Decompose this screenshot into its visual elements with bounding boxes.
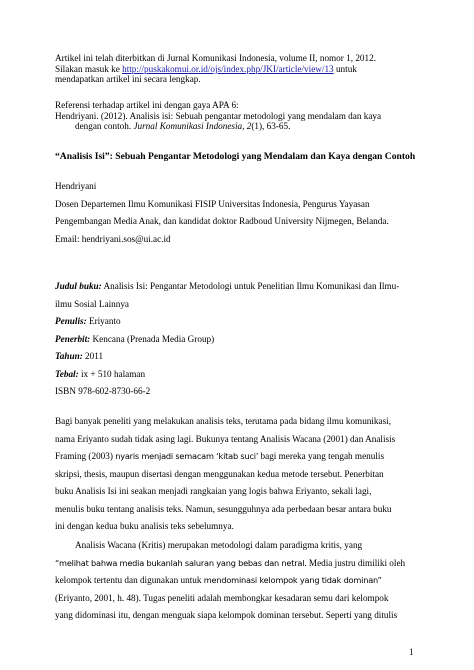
notice-text: untuk: [333, 63, 357, 74]
reference-text: ,: [242, 121, 247, 132]
reference-text: (1), 63-65.: [251, 121, 291, 132]
text-line: Bagi banyak peneliti yang melakukan analisis teks, terutama pada bidang ilmu komunikasi,: [55, 416, 392, 426]
apa-reference: [55, 100, 427, 132]
text-line: menulis buku tentang analisis teks. Namun, sesungguhnya ada perbedaan besar antara buku: [55, 503, 392, 514]
book-author-label: Penulis:: [55, 316, 87, 326]
book-pages-value: ix + 510 halaman: [78, 368, 146, 379]
book-title-label: Judul buku:: [55, 281, 102, 291]
author-name: Hendriyani: [55, 181, 97, 191]
book-title-line: ilmu Sosial Lainnya: [55, 298, 130, 309]
text-line: buku Analisis Isi ini seakan menjadi rangkaian yang logis bahwa Eriyanto, sekali lagi,: [55, 486, 372, 496]
book-year-value: 2011: [82, 351, 104, 361]
book-title-value: Analisis Isi: Pengantar Metodologi untuk Penelitian Ilmu Komunikasi dan Ilmu-: [101, 281, 400, 291]
quoted-text: “melihat bahwa media bukanlah saluran yang bebas dan netral: [55, 557, 305, 568]
text-line: Analisis Wacana (Kritis) merupakan metodologi dalam paradigma kritis, yang: [75, 540, 363, 550]
text-line: (Eriyanto, 2001, h. 48). Tugas peneliti adalah membongkar kesadaran semu dari kelompok: [55, 592, 389, 603]
notice-line: mendapatkan artikel ini secara lengkap.: [55, 74, 201, 85]
paragraph-1: [55, 413, 427, 536]
book-author-line: [55, 313, 427, 331]
text-line: [55, 448, 427, 466]
page-number: 1: [409, 647, 414, 657]
text-line: nama Eriyanto sudah tidak asing lagi. Bukunya tentang Analisis Wacana (2001) dan Analisis: [55, 433, 396, 444]
book-publisher-line: [55, 331, 427, 349]
book-year-label: Tahun:: [55, 351, 83, 361]
article-title: “Analisis Isi”: Sebuah Pengantar Metodologi yang Mendalam dan Kaya dengan Contoh: [55, 151, 416, 162]
text-run: bagi mereka yang tengah menulis: [258, 451, 385, 461]
author-affiliation: Dosen Departemen Ilmu Komunikasi FISIP Universitas Indonesia, Pengurus Yayasan: [55, 198, 370, 209]
paragraph-2: [55, 537, 427, 625]
text-line: skripsi, thesis, maupun disertasi dengan menggunakan kedua metode tersebut. Penerbitan: [55, 468, 384, 479]
book-publisher-label: Penerbit:: [55, 333, 91, 344]
text-line: [55, 555, 427, 573]
book-publisher-value: Kencana (Prenada Media Group): [90, 333, 215, 344]
notice-text: Silakan masuk ke: [55, 63, 123, 74]
quoted-text: nyaris menjadi semacam ‘kitab suci’: [115, 451, 259, 461]
book-title-line: [55, 278, 427, 296]
book-author-value: Eriyanto: [86, 316, 121, 326]
text-run: Framing (2003): [55, 451, 116, 461]
text-line: yang didominasi itu, dengan menguak siapa kelompok dominan tersebut. Seperti yang ditulis: [55, 610, 398, 620]
notice-line: Artikel ini telah diterbitkan di Jurnal Komunikasi Indonesia, volume II, nomor 1, 2012.: [55, 53, 376, 63]
text-run: . Media justru dimiliki oleh: [304, 557, 406, 568]
author-block: [55, 178, 427, 248]
book-pages-label: Tebal:: [55, 368, 79, 379]
article-title-block: [55, 151, 427, 162]
reference-line: Hendriyani. (2012). Analisis isi: Sebuah pengantar metodologi yang mendalam dan kaya: [55, 110, 382, 121]
reference-label: Referensi terhadap artikel ini dengan gaya APA 6:: [55, 100, 239, 110]
book-isbn: ISBN 978-602-8730-66-2: [55, 386, 151, 396]
reference-text: dengan contoh.: [75, 121, 134, 132]
author-affiliation: Pengembangan Media Anak, dan kandidat doktor Radboud University Nijmegen, Belanda.: [55, 216, 389, 226]
book-pages-line: [55, 366, 427, 384]
article-link[interactable]: http://puskakomui.or.id/ojs/index.php/JKI/article/view/13: [122, 63, 334, 74]
author-email: Email: hendriyani.sos@ui.ac.id: [55, 233, 171, 244]
text-line: ini dengan kedua buku analisis teks sebelumnya.: [55, 521, 234, 531]
quoted-text: mendominasi kelompok yang tidak dominan”: [203, 575, 382, 585]
text-line: [55, 572, 427, 590]
book-year-line: [55, 348, 427, 366]
publication-notice: [55, 53, 427, 85]
journal-volume: 2: [246, 121, 252, 132]
journal-name: Jurnal Komunikasi Indonesia: [133, 121, 243, 132]
reference-line: [55, 121, 427, 132]
text-run: kelompok tertentu dan digunakan untuk: [55, 575, 204, 585]
book-info: [55, 278, 427, 401]
notice-line: [55, 64, 427, 75]
